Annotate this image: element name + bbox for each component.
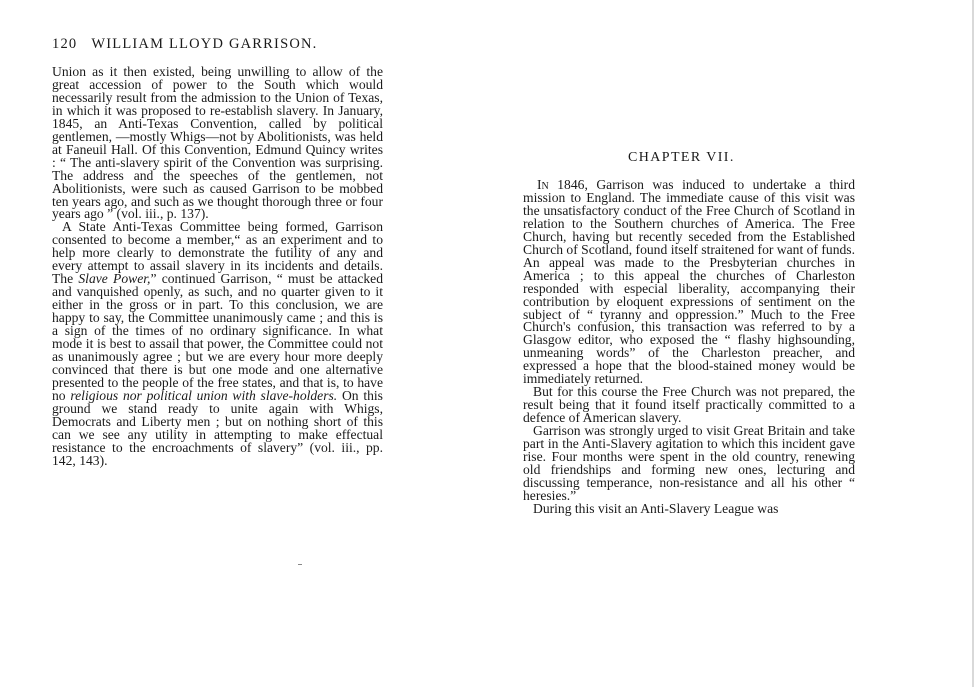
paragraph: During this visit an Anti-Slavery League was xyxy=(533,500,779,516)
ink-speck xyxy=(298,564,302,565)
paragraph: Garrison was strongly urged to visit Great Britain and take part in the Anti-Slavery agitation to which this incident gave rise. Four months were spent in the old country, renewing old friendships and forming new ones, lecturing and discussing temperance, non-resistance and all his other “ heresies.” xyxy=(523,423,855,503)
italic-text: religious nor political union with slave-holders. xyxy=(70,387,338,403)
right-text-column xyxy=(523,179,855,516)
page-number: 120 xyxy=(52,36,78,52)
running-head xyxy=(52,36,318,53)
text-run: A State Anti-Texas Committee being formed, Garrison consented to become a member,“ as an experiment and to help more clearly to demonstrate the futility of any and every attempt to assail slavery in its incidents and details. The xyxy=(52,219,383,287)
lead-word: In xyxy=(537,177,549,192)
paragraph: Union as it then existed, being unwilling to allow of the great accession of power to the South which would necessarily result from the admission to the Union of Texas, in which it was proposed to re-establish slavery. In January, 1845, an Anti-Texas Convention, called by political gentlemen, —mostly Whigs—not by Abolitionists, was held at Faneuil Hall. Of this Convention, Edmund Quincy writes : “ The anti-slavery spirit of the Convention was surprising. The address and the speeches of the gentlemen, not Abolitionists, were such as caused Garrison to be mobbed ten years ago, and such as we thought thorough three or four years ago ” (vol. iii., p. 137). xyxy=(52,64,383,222)
paragraph: But for this course the Free Church was not prepared, the result being that it found itself practically committed to a defence of American slavery. xyxy=(523,384,855,426)
paragraph xyxy=(52,221,383,467)
text-run: ” continued Garrison, “ must be attacked and vanquished openly, as such, and no quarter given to it either in the gross or in part. To this conclusion, we are happy to say, the Committee unanimously came ; and this is a sign of the times of no ordinary significance. In what mode it is best to assail that power, the Committee could not as unanimously agree ; but we are every hour more deeply convinced that there is but one mode and one alternative presented to the people of the free states, and that is, to have no xyxy=(52,271,384,403)
italic-text: Slave Power, xyxy=(78,271,151,287)
left-text-column xyxy=(52,66,383,468)
paragraph xyxy=(523,179,855,386)
text-run: On this ground we stand ready to unite again with Whigs, Democrats and Liberty men ; but on nothing short of this can we see any utility in attempting to make effectual resistance to the encroachments of slavery” (vol. iii., pp. 142, 143). xyxy=(52,387,383,468)
chapter-heading: CHAPTER VII. xyxy=(628,150,735,165)
page-edge xyxy=(972,0,974,687)
text-run: 1846, Garrison was induced to undertake a third mission to England. The immediate cause of this visit was the unsatisfactory conduct of the Free Church of Scotland in relation to the Southern churches of America. The Free Church, having but recently seceded from the Established Church of Scotland, found itself straitened for want of funds. An appeal was made to the Presbyterian churches in America ; to this appeal the churches of Charleston responded with especial liberality, accompanying their contribution by eloquent expressions of sentiment on the subject of “ tyranny and oppression.” Much to the Free Church's confusion, this transaction was referred to by a Glasgow editor, who exposed the “ flashy highsounding, unmeaning words” of the Charleston preacher, and expressed a hope that the blood-stained money would be immediately returned. xyxy=(523,177,855,387)
right-page xyxy=(490,0,980,687)
running-title: WILLIAM LLOYD GARRISON. xyxy=(91,36,318,52)
